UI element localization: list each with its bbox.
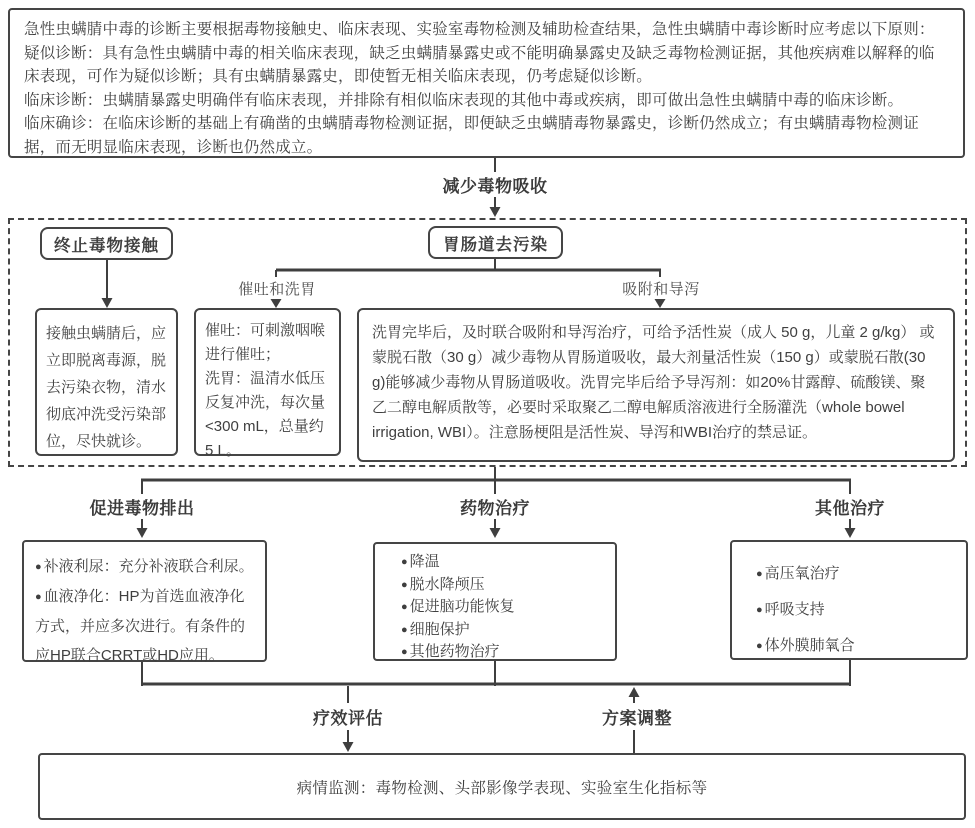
emesis-lavage-box [194, 308, 341, 459]
diagnosis-line-suspected: 疑似诊断：具有急性虫螨腈中毒的相关临床表现，缺乏虫螨腈暴露史或不能明确暴露史及缺乏毒物检测证据，其他疾病难以解释的临床表现，可作为疑似诊断；具有虫螨腈暴露史，即使暂无相关临床表现，仍考虑疑似诊断。 [24, 44, 935, 85]
arrow-to-other-box [845, 516, 856, 538]
lavage-line: 洗胃：温清水低压反复冲洗，每次量<300 mL，总量约5 L。 [205, 370, 326, 459]
emesis-lavage-label: 催吐和洗胃 [235, 278, 319, 299]
promote-item: ● 血液净化：HP为首选血液净化方式，并应多次进行。有条件的应HP联合CRRT或HD应用。 [35, 582, 255, 670]
drug-item: ● 其他药物治疗 [401, 641, 607, 664]
reduce-absorption-label: 减少毒物吸收 [440, 172, 551, 197]
diagnosis-line-clinical: 临床诊断：虫螨腈暴露史明确伴有临床表现，并排除有相似临床表现的其他中毒或疾病，即可做出急性虫螨腈中毒的临床诊断。 [24, 91, 904, 109]
monitoring-box: 病情监测：毒物检测、头部影像学表现、实验室生化指标等 [38, 753, 966, 820]
plan-adjustment-label: 方案调整 [599, 704, 675, 729]
adsorption-catharsis-label: 吸附和导泻 [619, 278, 703, 299]
efficacy-evaluation-label: 疗效评估 [310, 704, 386, 729]
drug-therapy-box [373, 542, 617, 661]
adsorption-catharsis-box: 洗胃完毕后，及时联合吸附和导泻治疗，可给予活性炭（成人 50 g，儿童 2 g/kg） 或蒙脱石散（30 g）减少毒物从胃肠道吸收，最大剂量活性炭（150 g）或蒙脱石散(30 g)能够减少毒物从胃肠道吸收。洗胃完毕后给予导泻剂：如20%甘露醇、硫酸镁、聚乙二醇电解质散等，必要时采取聚乙二醇电解质溶液进行全肠灌洗（whole bowel irrigation, WBI）。注意肠梗阻是活性炭、导泻和WBI治疗的禁忌证。 [357, 308, 955, 462]
drug-item: ● 促进脑功能恢复 [401, 596, 607, 619]
other-therapy-box [730, 540, 968, 660]
other-item: ● 呼吸支持 [756, 592, 958, 628]
drug-item: ● 降温 [401, 551, 607, 574]
gi-decontamination-node: 胃肠道去污染 [428, 226, 563, 259]
drug-item: ● 细胞保护 [401, 619, 607, 642]
other-therapy-label: 其他治疗 [812, 494, 888, 519]
diagnosis-line-overview: 急性虫螨腈中毒的诊断主要根据毒物接触史、临床表现、实验室毒物检测及辅助检查结果，急性虫螨腈中毒诊断时应考虑以下原则： [24, 21, 935, 38]
skin-decontamination-box: 接触虫螨腈后，应立即脱离毒源，脱去污染衣物，清水彻底冲洗受污染部位，尽快就诊。 [35, 308, 178, 456]
other-item: ● 高压氧治疗 [756, 556, 958, 592]
other-item: ● 体外膜肺氧合 [756, 628, 958, 664]
drug-therapy-label: 药物治疗 [457, 494, 533, 519]
branch-treatments [141, 467, 851, 494]
promote-excretion-box [22, 540, 267, 662]
diagnosis-criteria-box [8, 8, 965, 158]
stop-contact-node: 终止毒物接触 [40, 227, 173, 260]
emesis-line: 催吐：可刺激咽喉进行催吐； [205, 322, 326, 363]
drug-item: ● 脱水降颅压 [401, 574, 607, 597]
promote-excretion-label: 促进毒物排出 [87, 494, 198, 519]
arrow-to-promote-box [137, 516, 148, 538]
arrow-to-drug-box [490, 516, 501, 538]
diagnosis-line-confirmed: 临床确诊：在临床诊断的基础上有确凿的虫螨腈毒物检测证据，即便缺乏虫螨腈毒物暴露史，诊断仍然成立；有虫螨腈毒物检测证据，而无明显临床表现，诊断也仍然成立。 [24, 115, 919, 156]
promote-item: ● 补液利尿：充分补液联合利尿。 [35, 552, 255, 582]
